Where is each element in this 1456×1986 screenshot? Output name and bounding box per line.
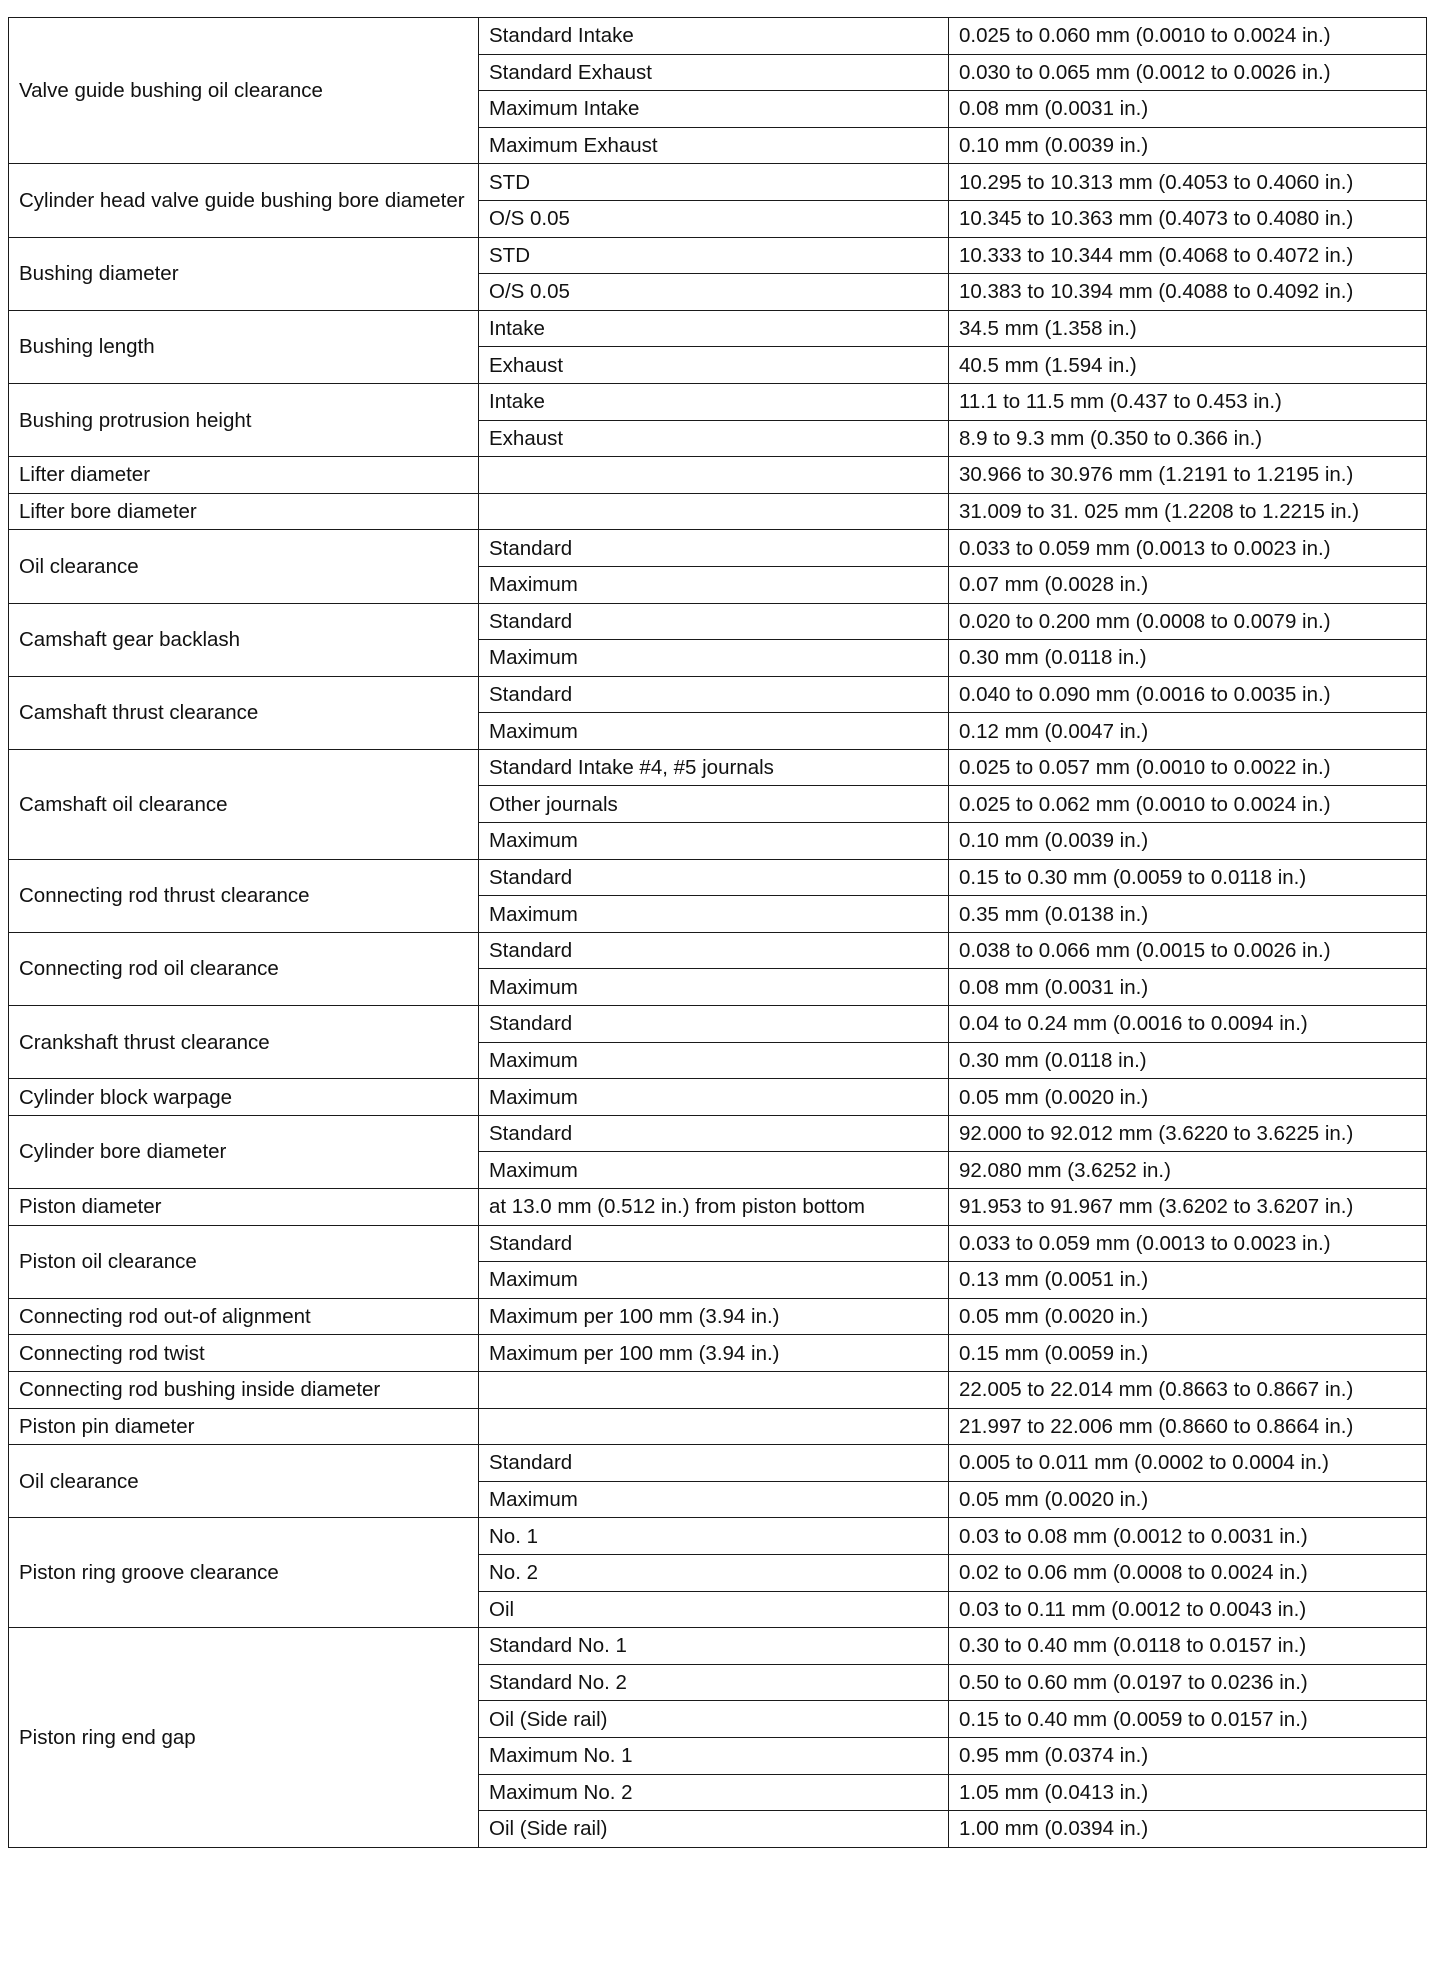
value-cell: 1.00 mm (0.0394 in.) [949, 1811, 1427, 1848]
item-name-cell: Oil clearance [9, 1445, 479, 1518]
table-row [9, 1298, 1427, 1335]
value-cell: 30.966 to 30.976 mm (1.2191 to 1.2195 in.) [949, 457, 1427, 494]
condition-cell: Intake [479, 383, 949, 420]
value-cell: 0.08 mm (0.0031 in.) [949, 969, 1427, 1006]
value-cell: 0.30 mm (0.0118 in.) [949, 1042, 1427, 1079]
value-cell: 34.5 mm (1.358 in.) [949, 310, 1427, 347]
condition-cell: at 13.0 mm (0.512 in.) from piston bottom [479, 1189, 949, 1226]
condition-cell: Maximum [479, 1262, 949, 1299]
value-cell: 0.10 mm (0.0039 in.) [949, 127, 1427, 164]
condition-cell: Standard [479, 1445, 949, 1482]
value-cell: 0.033 to 0.059 mm (0.0013 to 0.0023 in.) [949, 530, 1427, 567]
table-row [9, 1518, 1427, 1555]
condition-cell: Maximum per 100 mm (3.94 in.) [479, 1335, 949, 1372]
value-cell: 0.50 to 0.60 mm (0.0197 to 0.0236 in.) [949, 1664, 1427, 1701]
item-name-cell: Connecting rod thrust clearance [9, 859, 479, 932]
value-cell: 0.03 to 0.08 mm (0.0012 to 0.0031 in.) [949, 1518, 1427, 1555]
condition-cell [479, 1371, 949, 1408]
condition-cell: Maximum [479, 1042, 949, 1079]
table-row [9, 310, 1427, 347]
condition-cell: Standard [479, 676, 949, 713]
value-cell: 0.025 to 0.062 mm (0.0010 to 0.0024 in.) [949, 786, 1427, 823]
item-name-cell: Bushing diameter [9, 237, 479, 310]
table-row [9, 383, 1427, 420]
value-cell: 0.15 to 0.40 mm (0.0059 to 0.0157 in.) [949, 1701, 1427, 1738]
item-name-cell: Camshaft gear backlash [9, 603, 479, 676]
table-row [9, 1371, 1427, 1408]
value-cell: 0.020 to 0.200 mm (0.0008 to 0.0079 in.) [949, 603, 1427, 640]
table-row [9, 676, 1427, 713]
value-cell: 0.02 to 0.06 mm (0.0008 to 0.0024 in.) [949, 1554, 1427, 1591]
item-name-cell: Lifter diameter [9, 457, 479, 494]
condition-cell: Standard [479, 1006, 949, 1043]
condition-cell: Maximum [479, 823, 949, 860]
condition-cell: Maximum [479, 896, 949, 933]
value-cell: 0.005 to 0.011 mm (0.0002 to 0.0004 in.) [949, 1445, 1427, 1482]
condition-cell: Standard [479, 1225, 949, 1262]
condition-cell: Maximum per 100 mm (3.94 in.) [479, 1298, 949, 1335]
item-name-cell: Cylinder bore diameter [9, 1115, 479, 1188]
value-cell: 0.038 to 0.066 mm (0.0015 to 0.0026 in.) [949, 932, 1427, 969]
condition-cell: Maximum [479, 1079, 949, 1116]
table-row [9, 1408, 1427, 1445]
value-cell: 10.333 to 10.344 mm (0.4068 to 0.4072 in.) [949, 237, 1427, 274]
condition-cell: O/S 0.05 [479, 200, 949, 237]
condition-cell: O/S 0.05 [479, 274, 949, 311]
condition-cell: Standard [479, 530, 949, 567]
condition-cell: Exhaust [479, 420, 949, 457]
table-row [9, 237, 1427, 274]
value-cell: 10.295 to 10.313 mm (0.4053 to 0.4060 in.) [949, 164, 1427, 201]
condition-cell: No. 2 [479, 1554, 949, 1591]
condition-cell: Maximum [479, 566, 949, 603]
condition-cell: Exhaust [479, 347, 949, 384]
condition-cell: STD [479, 164, 949, 201]
condition-cell: Maximum Exhaust [479, 127, 949, 164]
value-cell: 8.9 to 9.3 mm (0.350 to 0.366 in.) [949, 420, 1427, 457]
value-cell: 0.12 mm (0.0047 in.) [949, 713, 1427, 750]
value-cell: 0.05 mm (0.0020 in.) [949, 1481, 1427, 1518]
item-name-cell: Piston ring groove clearance [9, 1518, 479, 1628]
table-row [9, 749, 1427, 786]
condition-cell: Intake [479, 310, 949, 347]
value-cell: 10.345 to 10.363 mm (0.4073 to 0.4080 in.) [949, 200, 1427, 237]
value-cell: 0.15 to 0.30 mm (0.0059 to 0.0118 in.) [949, 859, 1427, 896]
condition-cell: Oil (Side rail) [479, 1701, 949, 1738]
item-name-cell: Piston diameter [9, 1189, 479, 1226]
item-name-cell: Lifter bore diameter [9, 493, 479, 530]
table-row [9, 530, 1427, 567]
value-cell: 22.005 to 22.014 mm (0.8663 to 0.8667 in.) [949, 1371, 1427, 1408]
value-cell: 0.13 mm (0.0051 in.) [949, 1262, 1427, 1299]
value-cell: 92.080 mm (3.6252 in.) [949, 1152, 1427, 1189]
table-row [9, 1189, 1427, 1226]
item-name-cell: Connecting rod twist [9, 1335, 479, 1372]
value-cell: 1.05 mm (0.0413 in.) [949, 1774, 1427, 1811]
table-row [9, 1445, 1427, 1482]
value-cell: 0.95 mm (0.0374 in.) [949, 1737, 1427, 1774]
value-cell: 10.383 to 10.394 mm (0.4088 to 0.4092 in.) [949, 274, 1427, 311]
value-cell: 92.000 to 92.012 mm (3.6220 to 3.6225 in.) [949, 1115, 1427, 1152]
condition-cell: Standard [479, 859, 949, 896]
condition-cell [479, 1408, 949, 1445]
table-row [9, 1335, 1427, 1372]
condition-cell: Standard [479, 1115, 949, 1152]
specification-table [8, 17, 1427, 1848]
value-cell: 40.5 mm (1.594 in.) [949, 347, 1427, 384]
value-cell: 11.1 to 11.5 mm (0.437 to 0.453 in.) [949, 383, 1427, 420]
value-cell: 0.07 mm (0.0028 in.) [949, 566, 1427, 603]
condition-cell: Maximum [479, 713, 949, 750]
value-cell: 31.009 to 31. 025 mm (1.2208 to 1.2215 in.) [949, 493, 1427, 530]
table-row [9, 1115, 1427, 1152]
value-cell: 0.08 mm (0.0031 in.) [949, 91, 1427, 128]
table-row [9, 18, 1427, 55]
value-cell: 0.04 to 0.24 mm (0.0016 to 0.0094 in.) [949, 1006, 1427, 1043]
item-name-cell: Valve guide bushing oil clearance [9, 18, 479, 164]
item-name-cell: Crankshaft thrust clearance [9, 1006, 479, 1079]
condition-cell: Standard Exhaust [479, 54, 949, 91]
item-name-cell: Connecting rod oil clearance [9, 932, 479, 1005]
table-row [9, 1006, 1427, 1043]
condition-cell: No. 1 [479, 1518, 949, 1555]
value-cell: 0.040 to 0.090 mm (0.0016 to 0.0035 in.) [949, 676, 1427, 713]
value-cell: 0.10 mm (0.0039 in.) [949, 823, 1427, 860]
condition-cell: Maximum [479, 640, 949, 677]
item-name-cell: Piston oil clearance [9, 1225, 479, 1298]
table-row [9, 493, 1427, 530]
value-cell: 0.025 to 0.057 mm (0.0010 to 0.0022 in.) [949, 749, 1427, 786]
condition-cell: Maximum [479, 969, 949, 1006]
table-row [9, 1628, 1427, 1665]
condition-cell: Standard [479, 603, 949, 640]
value-cell: 0.05 mm (0.0020 in.) [949, 1079, 1427, 1116]
table-row [9, 859, 1427, 896]
item-name-cell: Oil clearance [9, 530, 479, 603]
condition-cell: Standard Intake #4, #5 journals [479, 749, 949, 786]
condition-cell: Maximum [479, 1481, 949, 1518]
value-cell: 0.05 mm (0.0020 in.) [949, 1298, 1427, 1335]
value-cell: 0.03 to 0.11 mm (0.0012 to 0.0043 in.) [949, 1591, 1427, 1628]
condition-cell [479, 493, 949, 530]
table-row [9, 457, 1427, 494]
condition-cell: Standard [479, 932, 949, 969]
specification-table-body [9, 18, 1427, 1848]
item-name-cell: Piston pin diameter [9, 1408, 479, 1445]
condition-cell: Standard Intake [479, 18, 949, 55]
table-row [9, 164, 1427, 201]
table-row [9, 1225, 1427, 1262]
table-row [9, 932, 1427, 969]
condition-cell [479, 457, 949, 494]
condition-cell: Oil [479, 1591, 949, 1628]
condition-cell: Standard No. 1 [479, 1628, 949, 1665]
value-cell: 0.35 mm (0.0138 in.) [949, 896, 1427, 933]
item-name-cell: Connecting rod out-of alignment [9, 1298, 479, 1335]
item-name-cell: Camshaft thrust clearance [9, 676, 479, 749]
condition-cell: Oil (Side rail) [479, 1811, 949, 1848]
item-name-cell: Bushing length [9, 310, 479, 383]
value-cell: 0.30 mm (0.0118 in.) [949, 640, 1427, 677]
item-name-cell: Cylinder head valve guide bushing bore diameter [9, 164, 479, 237]
item-name-cell: Camshaft oil clearance [9, 749, 479, 859]
condition-cell: Maximum Intake [479, 91, 949, 128]
value-cell: 91.953 to 91.967 mm (3.6202 to 3.6207 in.) [949, 1189, 1427, 1226]
condition-cell: Maximum No. 2 [479, 1774, 949, 1811]
table-row [9, 1079, 1427, 1116]
condition-cell: Maximum [479, 1152, 949, 1189]
value-cell: 0.030 to 0.065 mm (0.0012 to 0.0026 in.) [949, 54, 1427, 91]
value-cell: 0.15 mm (0.0059 in.) [949, 1335, 1427, 1372]
item-name-cell: Bushing protrusion height [9, 383, 479, 456]
value-cell: 0.30 to 0.40 mm (0.0118 to 0.0157 in.) [949, 1628, 1427, 1665]
item-name-cell: Cylinder block warpage [9, 1079, 479, 1116]
condition-cell: Maximum No. 1 [479, 1737, 949, 1774]
item-name-cell: Piston ring end gap [9, 1628, 479, 1848]
condition-cell: STD [479, 237, 949, 274]
value-cell: 0.025 to 0.060 mm (0.0010 to 0.0024 in.) [949, 18, 1427, 55]
value-cell: 21.997 to 22.006 mm (0.8660 to 0.8664 in.) [949, 1408, 1427, 1445]
value-cell: 0.033 to 0.059 mm (0.0013 to 0.0023 in.) [949, 1225, 1427, 1262]
item-name-cell: Connecting rod bushing inside diameter [9, 1371, 479, 1408]
condition-cell: Standard No. 2 [479, 1664, 949, 1701]
condition-cell: Other journals [479, 786, 949, 823]
table-row [9, 603, 1427, 640]
